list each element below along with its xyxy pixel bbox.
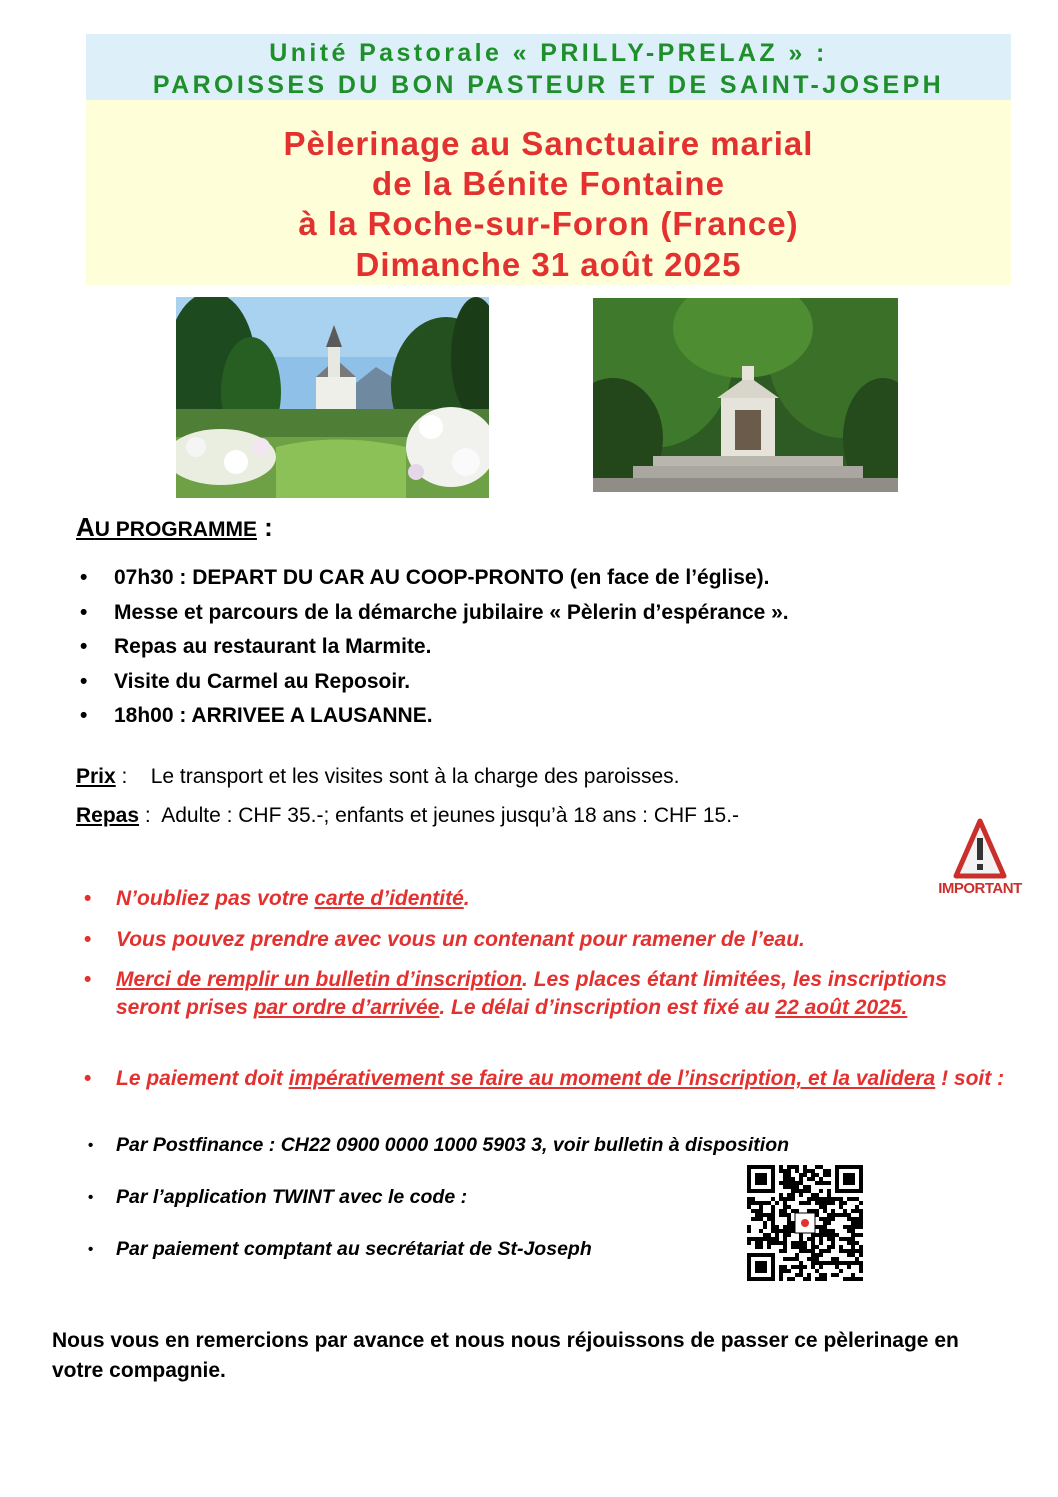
program-heading: AU PROGRAMME : [76, 512, 273, 542]
bullet-icon: • [80, 566, 88, 589]
meal-price-line: Repas : Adulte : CHF 35.-; enfants et jeunes jusqu’à 18 ans : CHF 15.- [76, 804, 740, 827]
bullet-icon: • [88, 1241, 94, 1258]
twint-qr-code[interactable] [744, 1164, 866, 1282]
bullet-icon: • [84, 1067, 92, 1090]
title-line-2: de la Bénite Fontaine [372, 165, 725, 202]
bullet-icon: • [80, 635, 88, 658]
qr-code-icon [744, 1164, 866, 1282]
bullet-icon: • [80, 601, 88, 624]
warning-triangle-icon [934, 818, 1026, 882]
bullet-icon: • [84, 928, 92, 951]
bullet-icon: • [88, 1137, 94, 1154]
bullet-icon: • [84, 887, 92, 910]
closing-message: Nous vous en remercions par avance et nous nous réjouissons de passer ce pèlerinage en votre compagnie. [52, 1329, 959, 1382]
shrine-photo [593, 298, 898, 492]
bullet-icon: • [80, 704, 88, 727]
header-unit-title: Unité Pastorale « PRILLY-PRELAZ » : [269, 39, 828, 67]
title-line-3: à la Roche-sur-Foron (France) [298, 205, 799, 242]
header-parishes: PAROISSES DU BON PASTEUR ET DE SAINT-JOSEPH [152, 71, 945, 99]
bullet-icon: • [84, 968, 92, 991]
event-date: Dimanche 31 août 2025 [355, 246, 742, 283]
chapel-photo [176, 297, 489, 498]
bullet-icon: • [88, 1189, 94, 1206]
price-line: Prix : Le transport et les visites sont à la charge des paroisses. [76, 765, 680, 788]
bullet-icon: • [80, 670, 88, 693]
important-warning: IMPORTANT [934, 818, 1026, 906]
title-line-1: Pèlerinage au Sanctuaire marial [283, 125, 814, 162]
